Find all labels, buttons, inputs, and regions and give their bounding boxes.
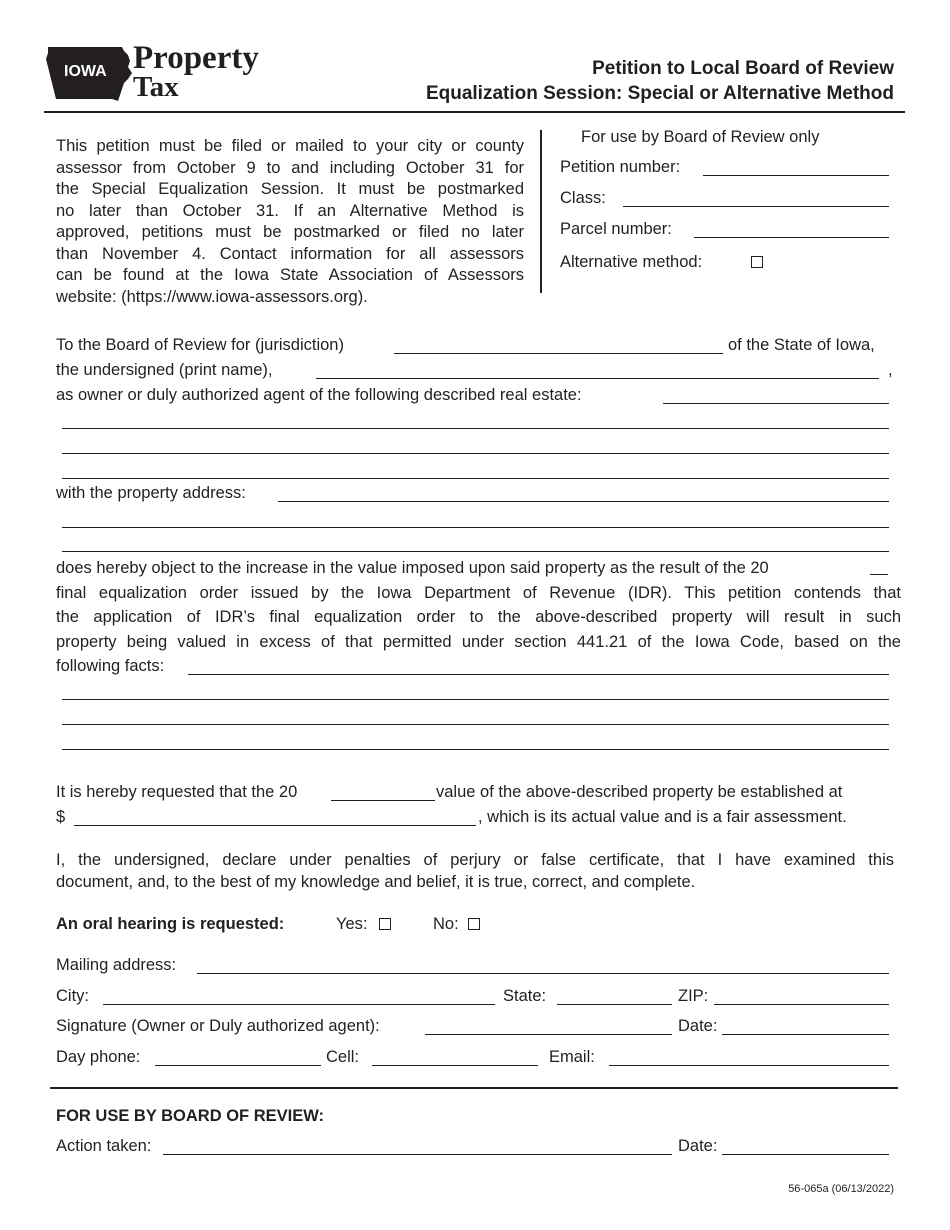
city-label: City: xyxy=(56,987,89,1005)
hearing-yes-checkbox[interactable] xyxy=(379,918,391,930)
year-field[interactable] xyxy=(870,574,888,575)
print-name-field[interactable] xyxy=(316,378,879,379)
signature-label: Signature (Owner or Duly authorized agent): xyxy=(56,1017,380,1035)
declaration-paragraph xyxy=(56,850,894,893)
state-field[interactable] xyxy=(557,1004,672,1005)
mailing-address-label: Mailing address: xyxy=(56,956,177,974)
action-date-label: Date: xyxy=(678,1137,718,1155)
property-address-line[interactable] xyxy=(62,551,889,552)
facts-label: following facts: xyxy=(56,657,165,675)
petition-number-label: Petition number: xyxy=(560,158,681,176)
state-label: State: xyxy=(503,987,547,1005)
action-taken-label: Action taken: xyxy=(56,1137,152,1155)
alternative-method-label: Alternative method: xyxy=(560,253,703,271)
objection-line: the application of IDR’s final equalization order to the above-described property will result in such xyxy=(56,608,901,626)
logo-tax-word: Tax xyxy=(133,71,179,103)
header-divider xyxy=(44,111,905,113)
iowa-logo xyxy=(44,42,274,104)
declaration-line: I, the undersigned, declare under penalties of perjury or false certificate, that I have examined this xyxy=(56,851,894,869)
name-comma: , xyxy=(888,361,893,379)
property-address-field[interactable] xyxy=(278,501,889,502)
intro-vertical-divider xyxy=(540,130,542,293)
hearing-yes-label: Yes: xyxy=(336,915,368,933)
request-prefix: It is hereby requested that the 20 xyxy=(56,783,298,801)
intro-line: can be found at the Iowa State Association of Assessors xyxy=(56,266,524,284)
jurisdiction-label: To the Board of Review for (jurisdiction) xyxy=(56,336,344,354)
intro-line: website: (https://www.iowa-assessors.org). xyxy=(56,287,368,306)
hearing-no-checkbox[interactable] xyxy=(468,918,480,930)
logo-property-word: Property xyxy=(133,40,259,76)
requested-value-field[interactable] xyxy=(74,825,476,826)
objection-paragraph xyxy=(56,556,901,654)
parcel-number-field[interactable] xyxy=(694,237,889,238)
email-field[interactable] xyxy=(609,1065,889,1066)
facts-line[interactable] xyxy=(62,724,889,725)
class-label: Class: xyxy=(560,189,606,207)
office-use-heading: For use by Board of Review only xyxy=(581,128,820,146)
real-estate-line[interactable] xyxy=(62,478,889,479)
board-use-heading: FOR USE BY BOARD OF REVIEW: xyxy=(56,1107,324,1125)
iowa-logo-state-text: IOWA xyxy=(64,63,107,80)
undersigned-label: the undersigned (print name), xyxy=(56,361,273,379)
objection-line: final equalization order issued by the Iowa Department of Revenue (IDR). This petition contends that xyxy=(56,583,901,602)
day-phone-field[interactable] xyxy=(155,1065,321,1066)
dollar-sign: $ xyxy=(56,808,66,826)
intro-line: no later than October 31. If an Alternative Method is xyxy=(56,201,524,220)
footer-divider xyxy=(50,1087,898,1089)
signature-date-label: Date: xyxy=(678,1017,718,1035)
cell-label: Cell: xyxy=(326,1048,360,1066)
real-estate-field[interactable] xyxy=(663,403,889,404)
class-field[interactable] xyxy=(623,206,889,207)
request-suffix: value of the above-described property be established at xyxy=(436,783,843,801)
objection-line: does hereby object to the increase in the value imposed upon said property as the result of the 20 xyxy=(56,559,769,577)
page-title: Petition to Local Board of Review xyxy=(592,58,894,79)
actual-value-text: , which is its actual value and is a fair assessment. xyxy=(478,808,847,826)
facts-line[interactable] xyxy=(62,699,889,700)
jurisdiction-field[interactable] xyxy=(394,353,723,354)
facts-field[interactable] xyxy=(188,674,889,675)
facts-line[interactable] xyxy=(62,749,889,750)
state-of-iowa-text: of the State of Iowa, xyxy=(728,336,875,354)
form-number: 56-065a (06/13/2022) xyxy=(788,1183,894,1195)
petition-number-field[interactable] xyxy=(703,175,889,176)
property-address-label: with the property address: xyxy=(56,484,246,502)
agent-label: as owner or duly authorized agent of the following described real estate: xyxy=(56,386,582,404)
real-estate-line[interactable] xyxy=(62,453,889,454)
parcel-number-label: Parcel number: xyxy=(560,220,672,238)
intro-line: assessor from October 9 to and including October 31 for xyxy=(56,158,524,177)
hearing-no-label: No: xyxy=(433,915,459,933)
day-phone-label: Day phone: xyxy=(56,1048,141,1066)
intro-line: the Special Equalization Session. It must be postmarked xyxy=(56,180,524,198)
property-address-line[interactable] xyxy=(62,527,889,528)
alternative-method-checkbox[interactable] xyxy=(751,256,763,268)
city-field[interactable] xyxy=(103,1004,495,1005)
signature-field[interactable] xyxy=(425,1034,672,1035)
action-taken-field[interactable] xyxy=(163,1154,672,1155)
page-subtitle: Equalization Session: Special or Alternative Method xyxy=(425,83,894,104)
signature-date-field[interactable] xyxy=(722,1034,889,1035)
cell-field[interactable] xyxy=(372,1065,538,1066)
oral-hearing-label: An oral hearing is requested: xyxy=(56,915,285,933)
request-year-field[interactable] xyxy=(331,800,435,801)
declaration-line: document, and, to the best of my knowledge and belief, it is true, correct, and complete. xyxy=(56,872,696,891)
intro-line: approved, petitions must be postmarked or filed no later xyxy=(56,223,524,241)
intro-line: than November 4. Contact information for all assessors xyxy=(56,244,524,263)
action-date-field[interactable] xyxy=(722,1154,889,1155)
intro-paragraph xyxy=(56,136,524,308)
zip-field[interactable] xyxy=(714,1004,889,1005)
email-label: Email: xyxy=(549,1048,595,1066)
real-estate-line[interactable] xyxy=(62,428,889,429)
objection-line: property being valued in excess of that permitted under section 441.21 of the Iowa Code, based on the xyxy=(56,632,901,651)
zip-label: ZIP: xyxy=(678,987,709,1005)
mailing-address-field[interactable] xyxy=(197,973,889,974)
intro-line: This petition must be filed or mailed to your city or county xyxy=(56,137,524,155)
